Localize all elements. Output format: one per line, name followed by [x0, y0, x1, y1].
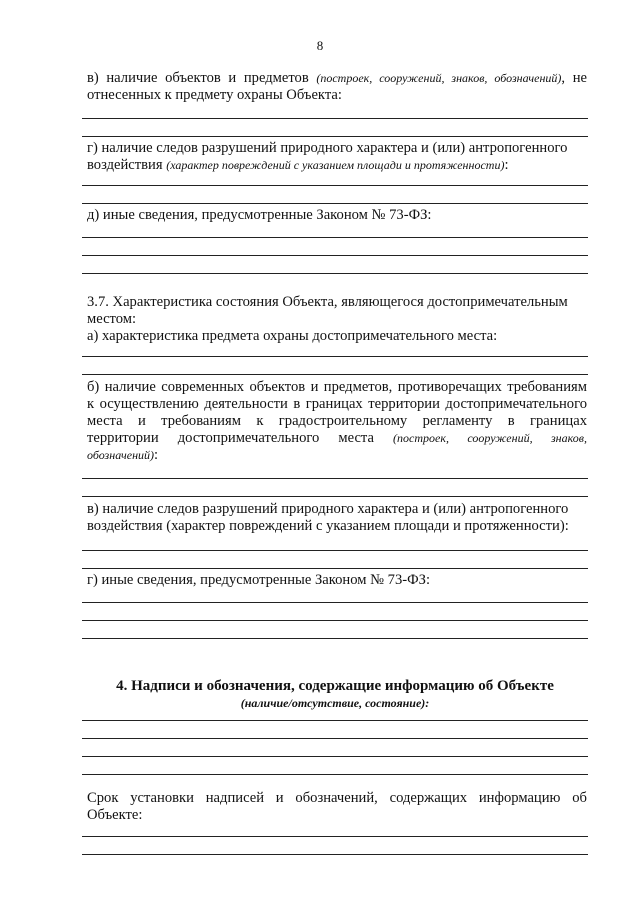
fill-line [82, 374, 588, 375]
item-v-objects-line1 [87, 70, 587, 87]
fill-line [82, 854, 588, 855]
installation-term-line1: Срок установки надписей и обозначений, содержащих информацию об [87, 790, 587, 806]
item-v-damage-line1: в) наличие следов разрушений природного характера и (или) антропогенного [87, 501, 569, 517]
item-b-modern-objects-line2: к осуществлению деятельности в границах территории достопримечательного [87, 396, 587, 412]
item-b-modern-objects-line4 [87, 430, 587, 447]
item-v-objects-line2: отнесенных к предмету охраны Объекта: [87, 87, 342, 103]
fill-line [82, 118, 588, 119]
fill-line [82, 356, 588, 357]
fill-line [82, 774, 588, 775]
page-number: 8 [316, 38, 324, 53]
italic-note: обозначений) [87, 448, 155, 462]
item-b-modern-objects-line3: места и требованиям к градостроительному регламенту в границах [87, 413, 587, 429]
fill-line [82, 602, 588, 603]
text: воздействия [87, 157, 167, 173]
fill-line [82, 255, 588, 256]
item-d-other-info: д) иные сведения, предусмотренные Законом № 73-ФЗ: [87, 207, 432, 223]
section-4-subheading: (наличие/отсутствие, состояние): [240, 696, 430, 710]
fill-line [82, 550, 588, 551]
item-b-modern-objects-line5 [87, 447, 587, 464]
fill-line [82, 478, 588, 479]
item-b-modern-objects-line1: б) наличие современных объектов и предметов, противоречащих требованиям [87, 379, 587, 395]
section-3-7-line2: местом: [87, 311, 137, 327]
fill-line [82, 738, 588, 739]
item-v-damage-line2: воздействия (характер повреждений с указанием площади и протяженности): [87, 518, 569, 534]
italic-note: (построек, сооружений, знаков, обозначений) [316, 71, 562, 85]
text: , не [561, 70, 587, 86]
fill-line [82, 496, 588, 497]
fill-line [82, 836, 588, 837]
fill-line [82, 756, 588, 757]
section-4-heading: 4. Надписи и обозначения, содержащие информацию об Объекте [116, 678, 554, 694]
item-a-protection-subject: а) характеристика предмета охраны достопримечательного места: [87, 328, 498, 344]
item-g-damage-line1: г) наличие следов разрушений природного характера и (или) антропогенного [87, 140, 568, 156]
text: в) наличие объектов и предметов [87, 70, 317, 86]
item-g-damage-line2 [87, 157, 587, 174]
fill-line [82, 638, 588, 639]
fill-line [82, 568, 588, 569]
section-3-7-line1: 3.7. Характеристика состояния Объекта, являющегося достопримечательным [87, 294, 568, 310]
text: территории достопримечательного места [87, 430, 394, 446]
italic-note: (характер повреждений с указанием площади и протяженности) [166, 158, 505, 172]
italic-note: (построек, сооружений, знаков, [393, 431, 588, 445]
fill-line [82, 620, 588, 621]
fill-line [82, 203, 588, 204]
installation-term-line2: Объекте: [87, 807, 143, 823]
fill-line [82, 720, 588, 721]
fill-line [82, 136, 588, 137]
text: : [504, 157, 509, 173]
fill-line [82, 273, 588, 274]
text: : [154, 447, 159, 463]
item-g-other-info: г) иные сведения, предусмотренные Законом № 73-ФЗ: [87, 572, 431, 588]
fill-line [82, 185, 588, 186]
fill-line [82, 237, 588, 238]
